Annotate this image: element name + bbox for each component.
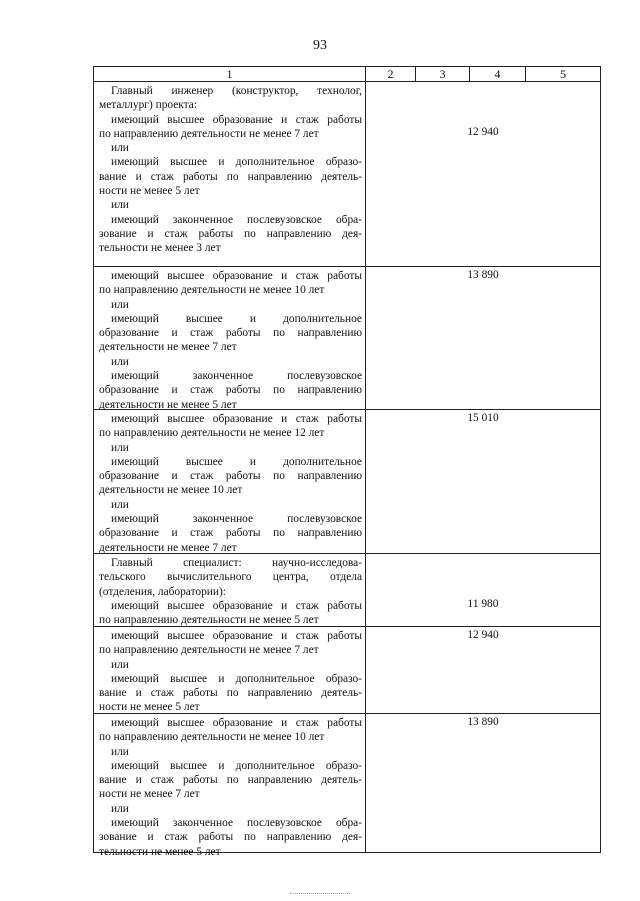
- description-line: зование и стаж работы по направлению дея-: [99, 227, 362, 240]
- description-line: имеющий высшее и дополнительное: [111, 455, 362, 468]
- description-line: имеющий высшее и дополнительное образо-: [111, 759, 362, 772]
- description-line: по направлению деятельности не менее 7 лет: [99, 127, 319, 140]
- salary-value: 11 980: [467, 598, 499, 610]
- description-line: или: [111, 355, 129, 368]
- description-line: имеющий высшее образование и стаж работы: [111, 630, 362, 642]
- table-row: [94, 267, 600, 410]
- salary-value: 15 010: [467, 412, 499, 424]
- position-description: [94, 410, 366, 553]
- salary-cell: [366, 627, 600, 713]
- description-line: или: [111, 441, 129, 454]
- description-line: (отделения, лаборатории):: [99, 585, 226, 598]
- page-number: 93: [313, 38, 327, 53]
- description-line: имеющий высшее образование и стаж работы: [111, 113, 362, 126]
- description-line: имеющий законченное послевузовское: [111, 370, 362, 383]
- description-line: или: [111, 298, 129, 311]
- description-line: тельности не менее 5 лет: [99, 845, 221, 858]
- salary-table: [93, 66, 601, 858]
- description-line: металлург) проекта:: [99, 99, 198, 112]
- salary-cell: [366, 82, 600, 266]
- description-line: или: [111, 498, 129, 511]
- description-line: вание и стаж работы по направлению деятель-: [99, 687, 362, 700]
- description-line: деятельности не менее 10 лет: [99, 484, 243, 497]
- description-line: Главный инженер (конструктор, технолог,: [111, 85, 362, 97]
- description-line: имеющий законченное послевузовское обра-: [111, 817, 362, 830]
- table-row: [94, 627, 600, 714]
- description-line: или: [111, 142, 129, 155]
- description-line: имеющий высшее образование и стаж работы: [111, 717, 362, 729]
- description-line: имеющий законченное послевузовское обра-: [111, 213, 362, 226]
- description-line: по направлению деятельности не менее 10 лет: [99, 284, 325, 297]
- description-line: или: [111, 658, 129, 671]
- position-description: [94, 627, 366, 713]
- description-line: ности не менее 5 лет: [99, 701, 200, 714]
- description-line: Главный специалист: научно-исследова-: [111, 557, 362, 569]
- salary-cell: [366, 410, 600, 553]
- salary-value: 13 890: [467, 269, 499, 281]
- description-line: образование и стаж работы по направлению: [99, 327, 362, 340]
- description-line: вание и стаж работы по направлению деятель-: [99, 774, 362, 787]
- header-col-5: 5: [560, 67, 566, 81]
- salary-value: 13 890: [467, 716, 499, 728]
- description-line: или: [111, 802, 129, 815]
- description-line: зование и стаж работы по направлению дея-: [99, 831, 362, 844]
- table-header: [94, 67, 600, 82]
- description-line: по направлению деятельности не менее 10 лет: [99, 731, 325, 744]
- table-row: [94, 410, 600, 554]
- header-col-2: 2: [366, 67, 416, 81]
- description-line: имеющий высшее образование и стаж работы: [111, 270, 362, 282]
- description-line: тельности не менее 3 лет: [99, 242, 221, 255]
- description-line: имеющий высшее образование и стаж работы: [111, 413, 362, 425]
- header-col-4: 4: [470, 67, 526, 81]
- description-line: по направлению деятельности не менее 5 лет: [99, 614, 319, 627]
- salary-cell: [366, 267, 600, 409]
- table-row: [94, 554, 600, 627]
- description-line: или: [111, 199, 129, 212]
- description-line: имеющий законченное послевузовское: [111, 513, 362, 526]
- position-description: [94, 267, 366, 409]
- header-col-1: 1: [94, 67, 366, 81]
- scan-artifact: [290, 893, 350, 894]
- description-line: имеющий высшее образование и стаж работы: [111, 599, 362, 612]
- description-line: имеющий высшее и дополнительное образо-: [111, 672, 362, 685]
- salary-cell: [366, 714, 600, 852]
- position-description: [94, 714, 366, 858]
- description-line: ности не менее 7 лет: [99, 788, 200, 801]
- salary-value: 12 940: [467, 126, 499, 138]
- description-line: образование и стаж работы по направлению: [99, 384, 362, 397]
- description-line: по направлению деятельности не менее 12 лет: [99, 427, 325, 440]
- description-line: имеющий высшее и дополнительное: [111, 312, 362, 325]
- position-description: [94, 82, 366, 266]
- description-line: по направлению деятельности не менее 7 лет: [99, 644, 319, 657]
- description-line: деятельности не менее 5 лет: [99, 398, 237, 411]
- description-line: образование и стаж работы по направлению: [99, 527, 362, 540]
- table-row: [94, 82, 600, 267]
- description-line: ности не менее 5 лет: [99, 185, 200, 198]
- description-line: деятельности не менее 7 лет: [99, 341, 237, 354]
- table-row: [94, 714, 600, 858]
- description-line: имеющий высшее и дополнительное образо-: [111, 156, 362, 169]
- description-line: или: [111, 745, 129, 758]
- salary-value: 12 940: [467, 629, 499, 641]
- salary-cell: [366, 554, 600, 626]
- header-col-3: 3: [416, 67, 470, 81]
- description-line: деятельности не менее 7 лет: [99, 541, 237, 554]
- description-line: образование и стаж работы по направлению: [99, 470, 362, 483]
- position-description: [94, 554, 366, 626]
- description-line: тельского вычислительного центра, отдела: [99, 571, 362, 584]
- description-line: вание и стаж работы по направлению деятель-: [99, 170, 362, 183]
